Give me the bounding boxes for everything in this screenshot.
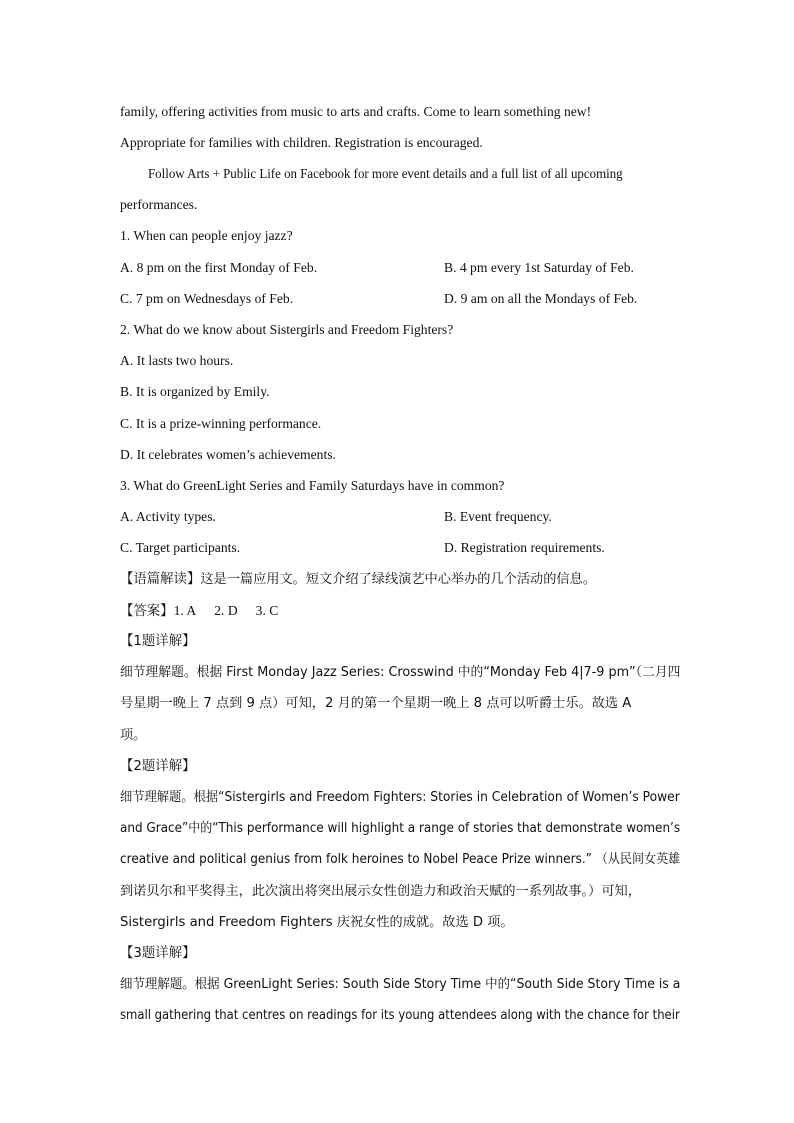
reading-analysis (120, 571, 680, 589)
question-1-option-d: D. 9 am on all the Mondays of Feb. (444, 291, 638, 306)
passage-line-3: Follow Arts + Public Life on Facebook for more event details and a full list of all upcoming (148, 166, 623, 181)
q2-detail-line-5: Sistergirls and Freedom Fighters 庆祝女性的成就。故选 D 项。 (120, 915, 514, 930)
question-2-option-a: A. It lasts two hours. (120, 353, 234, 368)
q3-detail-line-1: 细节理解题。根据 GreenLight Series: South Side Story Time 中的“South Side Story Time is a (120, 977, 681, 992)
question-2-stem: 2. What do we know about Sistergirls and Freedom Fighters? (120, 322, 454, 337)
question-3-option-b: B. Event frequency. (444, 509, 552, 524)
passage-line-4: performances. (120, 197, 198, 212)
q3-detail-line-2: small gathering that centres on readings for its young attendees along with the chance for their (120, 1008, 680, 1023)
passage-line-2: Appropriate for families with children. Registration is encouraged. (120, 135, 483, 150)
q2-detail-line-1: 细节理解题。根据“Sistergirls and Freedom Fighters: Stories in Celebration of Women’s Power (120, 790, 680, 805)
passage-line-1: family, offering activities from music to arts and crafts. Come to learn something new! (120, 104, 592, 119)
answer-2: 2. D (214, 603, 238, 618)
answer-label: 【答案】 (120, 604, 174, 619)
reading-analysis-text: 这是一篇应用文。短文介绍了绿线演艺中心举办的几个活动的信息。 (200, 572, 596, 587)
answer-1: 1. A (173, 603, 197, 618)
question-2-option-c: C. It is a prize-winning performance. (120, 416, 322, 431)
q1-detail-label: 【1题详解】 (120, 634, 196, 649)
q1-detail-line-2: 号星期一晚上 7 点到 9 点）可知，2 月的第一个星期一晚上 8 点可以听爵士乐。故选 A (120, 696, 632, 711)
question-1-option-a: A. 8 pm on the first Monday of Feb. (120, 260, 318, 275)
q2-detail-line-2: and Grace”中的“This performance will highlight a range of stories that demonstrate women’s (120, 821, 681, 836)
question-1-option-b: B. 4 pm every 1st Saturday of Feb. (444, 260, 634, 275)
question-3-option-c: C. Target participants. (120, 540, 241, 555)
question-3-option-a: A. Activity types. (120, 509, 216, 524)
q1-detail-line-1: 细节理解题。根据 First Monday Jazz Series: Crosswind 中的“Monday Feb 4|7-9 pm”（二月四 (120, 665, 681, 680)
q2-detail-label: 【2题详解】 (120, 759, 196, 774)
question-3-option-d: D. Registration requirements. (444, 540, 605, 555)
q2-detail-line-4: 到诺贝尔和平奖得主，此次演出将突出展示女性创造力和政治天赋的一系列故事。）可知， (120, 884, 641, 899)
reading-analysis-label: 【语篇解读】 (120, 572, 201, 587)
answer-3: 3. C (255, 603, 279, 618)
question-1-stem: 1. When can people enjoy jazz? (120, 228, 293, 243)
question-2-option-d: D. It celebrates women’s achievements. (120, 447, 336, 462)
question-1-option-c: C. 7 pm on Wednesdays of Feb. (120, 291, 294, 306)
q1-detail-line-3: 项。 (120, 728, 147, 743)
q2-detail-line-3: creative and political genius from folk heroines to Nobel Peace Prize winners.” （从民间女英雄 (120, 852, 681, 867)
answer-row (120, 602, 680, 621)
q3-detail-label: 【3题详解】 (120, 946, 196, 961)
question-2-option-b: B. It is organized by Emily. (120, 384, 270, 399)
question-3-stem: 3. What do GreenLight Series and Family Saturdays have in common? (120, 478, 505, 493)
